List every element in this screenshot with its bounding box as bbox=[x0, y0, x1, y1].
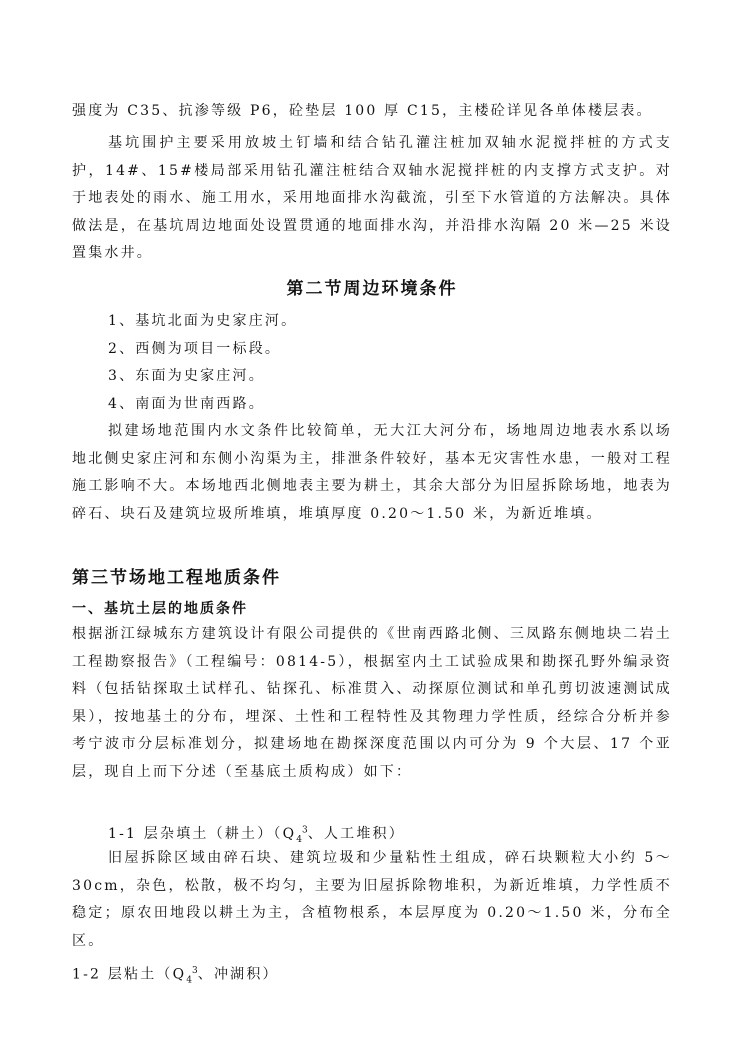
paragraph-hydrology: 拟建场地范围内水文条件比较简单，无大江大河分布，场地周边地表水系以场地北侧史家庄河和东侧小沟渠为主，排泄条件较好，基本无灾害性水患，一般对工程施工影响不大。本场地西北侧地表主要为耕土，其余大部分为旧屋拆除场地，地表为碎石、块石及建筑垃圾所堆填，堆填厚度 0.20～1.50 米，为新近堆填。 bbox=[72, 423, 672, 522]
layer-heading-1-1: 1-1 层杂填土（耕土）（$Q_4^3$、人工堆积） bbox=[108, 825, 405, 845]
list-item: 3、东面为史家庄河。 bbox=[108, 368, 265, 384]
section-title-surroundings: 第二节周边环境条件 bbox=[286, 279, 458, 299]
paragraph-concrete-strength: 强度为 C35、抗渗等级 P6，砼垫层 100 厚 C15，主楼砼详见各单体楼层表。 bbox=[72, 103, 653, 119]
list-item: 4、南面为世南西路。 bbox=[108, 396, 265, 412]
section-title-geology: 第三节场地工程地质条件 bbox=[72, 568, 281, 588]
paragraph-survey-report: 根据浙江绿城东方建筑设计有限公司提供的《世南西路北侧、三凤路东侧地块二岩土工程勘察报告》（工程编号：0814-5），根据室内土工试验成果和勘探孔野外编录资料（包括钻探取土试样孔、钻探孔、标准贯入、动探原位测试和单孔剪切波速测试成果），按地基土的分布，埋深、土性和工程特性及其物理力学性质，经综合分析并参考宁波市分层标准划分，拟建场地在勘探深度范围以内可分为 9 个大层、17 个亚层，现自上而下分述（至基底土质构成）如下： bbox=[72, 626, 672, 780]
list-item: 1、基坑北面为史家庄河。 bbox=[108, 313, 298, 329]
subsection-title-soil-layers: 一、基坑土层的地质条件 bbox=[72, 601, 248, 617]
paragraph-fill-soil: 旧屋拆除区域由碎石块、建筑垃圾和少量粘性土组成，碎石块颗粒大小约 5～30cm，杂色，松散，极不均匀，主要为旧屋拆除物堆积，为新近堆填，力学性质不稳定；原农田地段以耕土为主，含植物根系，本层厚度为 0.20～1.50 米，分布全区。 bbox=[72, 850, 672, 949]
list-item: 2、西侧为项目一标段。 bbox=[108, 341, 282, 357]
paragraph-pit-support: 基坑围护主要采用放坡土钉墙和结合钻孔灌注桩加双轴水泥搅拌桩的方式支护，14#、15#楼局部采用钻孔灌注桩结合双轴水泥搅拌桩的内支撑方式支护。对于地表处的雨水、施工用水，采用地面排水沟截流，引至下水管道的方法解决。具体做法是，在基坑周边地面处设置贯通的地面排水沟，并沿排水沟隔 20 米—25 米设置集水井。 bbox=[72, 135, 672, 261]
layer-heading-1-2: 1-2 层粘土（$Q_4^3$、冲湖积） bbox=[72, 966, 279, 986]
